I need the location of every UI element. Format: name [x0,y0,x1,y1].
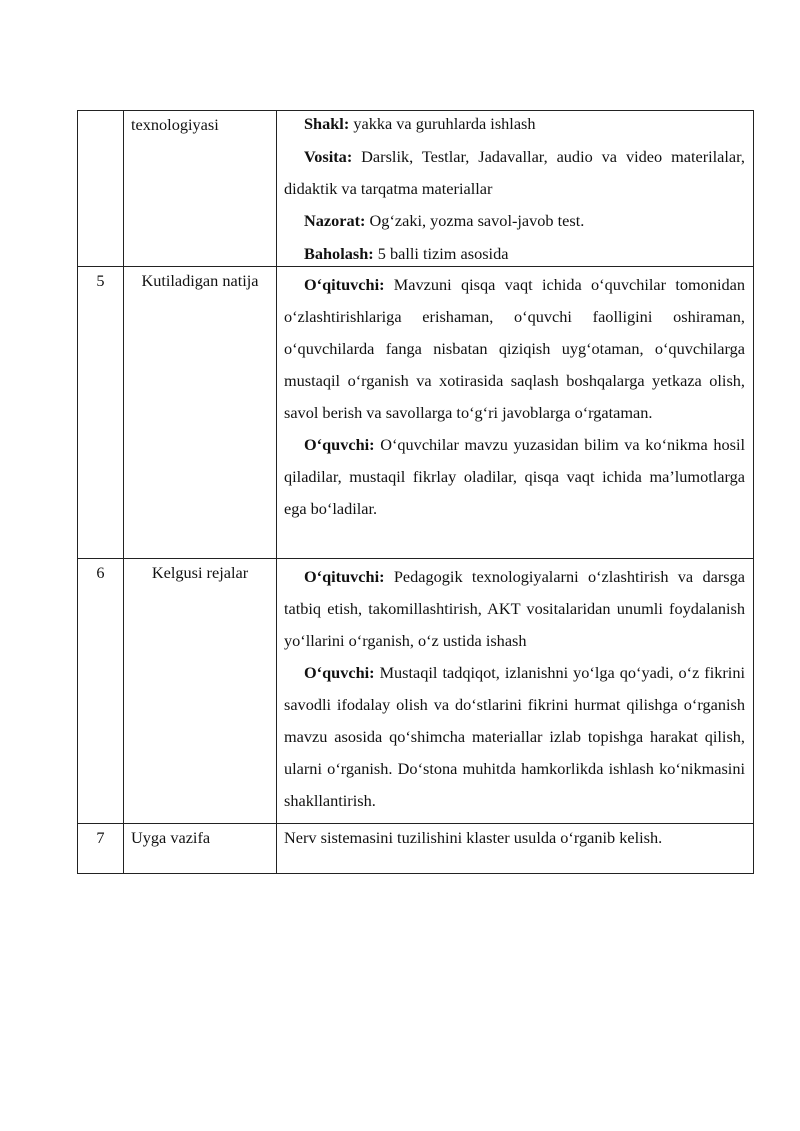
row-number-cell: 7 [78,824,124,874]
row-label-cell: Uyga vazifa [124,824,277,874]
row-content-cell [277,559,754,824]
paragraph-text: O‘quvchilar mavzu yuzasidan bilim va ko‘nikma hosil qiladilar, mustaqil fikrlay oladilar, qisqa vaqt ichida ma’lumotlarga ega bo‘ladilar. [284,435,745,518]
row-label-cell: Kutiladigan natija [124,267,277,559]
paragraph-heading: Baholash: [304,244,374,263]
paragraph-text: Mustaqil tadqiqot, izlanishni yo‘lga qo‘yadi, o‘z fikrini savodli ifodalay olish va do‘stlarini fikrini hurmat qilishga o‘rganish mavzu asosida qo‘shimcha materiallar izlab topishga harakat qilish, ularni o‘rganish. Do‘stona muhitda hamkorlikda ishlash ko‘nikmasini shakllantirish. [284,663,745,810]
paragraph [284,429,745,525]
paragraph-heading: O‘quvchi: [304,663,375,682]
paragraph [284,237,745,265]
paragraph [284,657,745,817]
row-content-cell [277,267,754,559]
lesson-plan-table [77,110,754,874]
row-content-cell [277,111,754,267]
row-number-cell [78,111,124,267]
row-label-cell: texnologiyasi [124,111,277,267]
table-row [78,267,754,559]
table-row [78,559,754,824]
paragraph-text: yakka va guruhlarda ishlash [349,114,536,133]
paragraph [284,561,745,657]
row-label-cell: Kelgusi rejalar [124,559,277,824]
table-row [78,824,754,874]
paragraph-heading: O‘quvchi: [304,435,375,454]
paragraph-text: Mavzuni qisqa vaqt ichida o‘quvchilar tomonidan o‘zlashtirishlariga erishaman, o‘quvchi faolligini oshiraman, o‘quvchilarda fanga nisbatan qiziqish uyg‘otaman, o‘quvchilarga mustaqil o‘rganish va xotirasida saqlash boshqalarga yetkaza olish, savol berish va savollarga to‘g‘ri javoblarga o‘rgataman. [284,275,745,422]
paragraph [284,141,745,205]
paragraph-heading: Vosita: [304,147,353,166]
table-row [78,111,754,267]
paragraph-text: 5 balli tizim asosida [373,244,509,263]
paragraph-heading: Nazorat: [304,211,366,230]
paragraph-heading: O‘qituvchi: [304,567,385,586]
paragraph [284,827,745,849]
paragraph [284,205,745,237]
paragraph-heading: O‘qituvchi: [304,275,385,294]
paragraph [284,113,745,141]
paragraph-text: Nerv sistemasini tuzilishini klaster usulda o‘rganib kelish. [284,828,663,847]
paragraph-heading: Shakl: [304,114,350,133]
paragraph [284,269,745,429]
paragraph-text: Pedagogik texnologiyalarni o‘zlashtirish va darsga tatbiq etish, takomillashtirish, AKT vositalaridan unumli foydalanish yo‘llarini o‘rganish, o‘z ustida ishash [284,567,745,650]
row-content-cell [277,824,754,874]
paragraph-text: Og‘zaki, yozma savol-javob test. [365,211,585,230]
paragraph-text: Darslik, Testlar, Jadavallar, audio va video materilalar, didaktik va tarqatma materiallar [284,147,745,198]
row-number-cell: 6 [78,559,124,824]
row-number-cell: 5 [78,267,124,559]
